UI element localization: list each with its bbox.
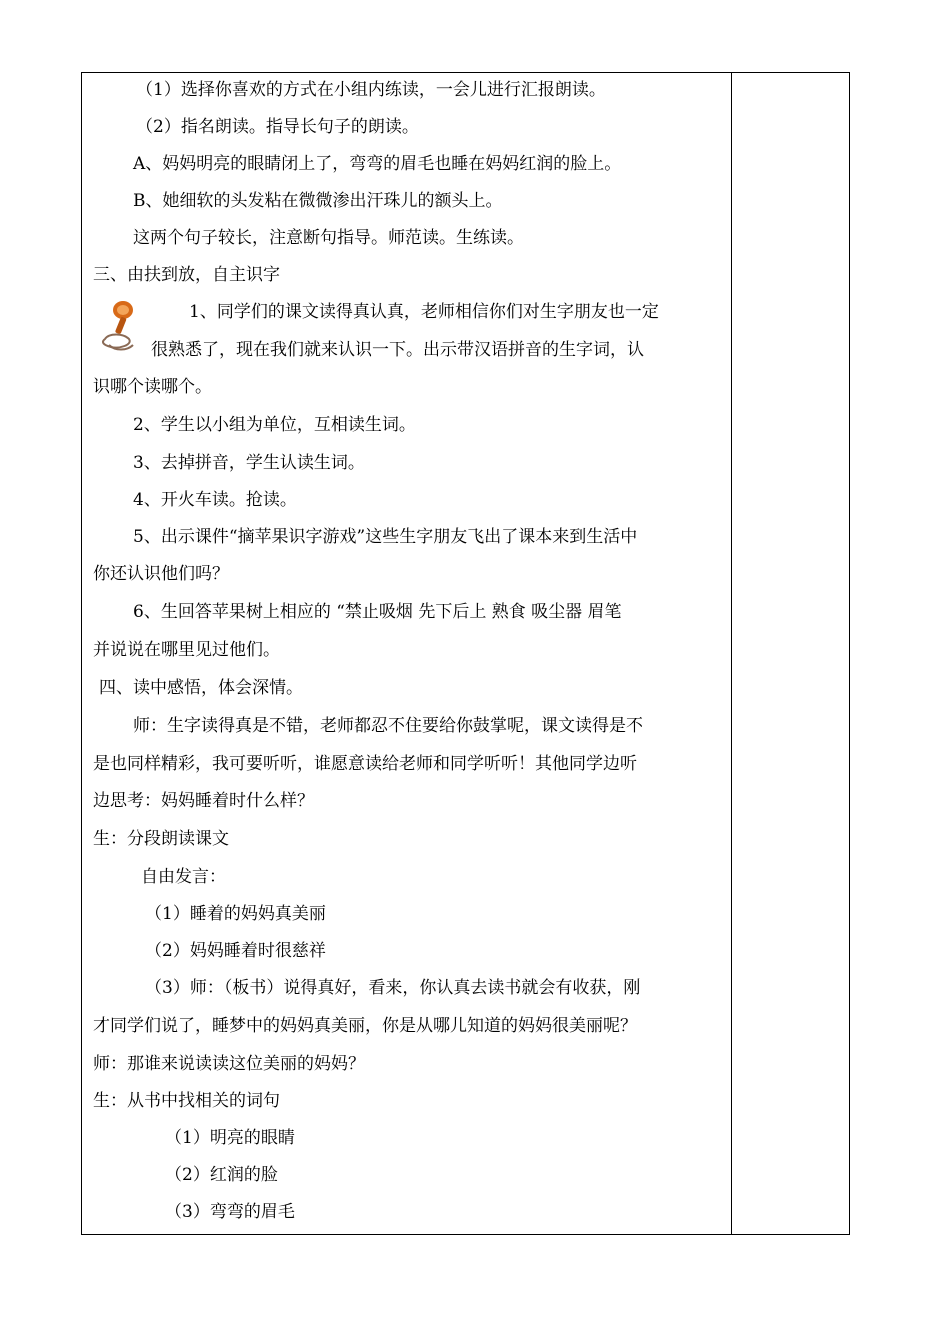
- text-line: 很熟悉了，现在我们就来认识一下。出示带汉语拼音的生字词，认: [151, 340, 644, 360]
- text-line: A、妈妈明亮的眼睛闭上了，弯弯的眉毛也睡在妈妈红润的脸上。: [133, 154, 622, 174]
- text-line: 才同学们说了，睡梦中的妈妈真美丽，你是从哪儿知道的妈妈很美丽呢？: [93, 1016, 637, 1036]
- text-line: 是也同样精彩，我可要听听，谁愿意读给老师和同学听听！其他同学边听: [93, 754, 637, 774]
- text-line: 师：那谁来说读读这位美丽的妈妈？: [93, 1054, 365, 1074]
- text-line: 识哪个读哪个。: [93, 377, 212, 397]
- text-line: 师：生字读得真是不错，老师都忍不住要给你鼓掌呢，课文读得是不: [133, 716, 643, 736]
- text-line: 这两个句子较长，注意断句指导。师范读。生练读。: [133, 228, 524, 248]
- text-line: B、她细软的头发粘在微微渗出汗珠儿的额头上。: [133, 191, 503, 211]
- lesson-table: [81, 72, 850, 1235]
- column-divider: [731, 73, 732, 1234]
- text-line: 自由发言：: [141, 867, 226, 887]
- text-line: （3）师：（板书）说得真好，看来，你认真去读书就会有收获，刚: [145, 978, 641, 998]
- text-line: （1）睡着的妈妈真美丽: [145, 904, 326, 924]
- text-line: 3、去掉拼音，学生认读生词。: [133, 453, 365, 473]
- text-line: 6、生回答苹果树上相应的 “禁止吸烟 先下后上 熟食 吸尘器 眉笔: [133, 602, 622, 622]
- section-heading: 四、读中感悟，体会深情。: [99, 678, 303, 698]
- text-line: 边思考：妈妈睡着时什么样？: [93, 791, 314, 811]
- text-line: 并说说在哪里见过他们。: [93, 640, 280, 660]
- text-line: 4、开火车读。抢读。: [133, 490, 297, 510]
- text-line: （2）红润的脸: [165, 1165, 278, 1185]
- text-line: 你还认识他们吗？: [93, 564, 229, 584]
- text-line: （2）指名朗读。指导长句子的朗读。: [136, 117, 419, 137]
- text-line: （1）明亮的眼睛: [165, 1128, 295, 1148]
- text-line: （3）弯弯的眉毛: [165, 1202, 295, 1222]
- text-line: （1）选择你喜欢的方式在小组内练读，一会儿进行汇报朗读。: [136, 80, 606, 100]
- microphone-icon: [97, 299, 141, 355]
- text-line: （2）妈妈睡着时很慈祥: [145, 941, 326, 961]
- text-line: 生：从书中找相关的词句: [93, 1091, 280, 1111]
- text-line: 生：分段朗读课文: [93, 829, 229, 849]
- text-line: 2、学生以小组为单位，互相读生词。: [133, 415, 416, 435]
- section-heading: 三、由扶到放，自主识字: [93, 265, 280, 285]
- text-line: 5、出示课件“摘苹果识字游戏”这些生字朋友飞出了课本来到生活中: [133, 527, 638, 547]
- text-line: 1、同学们的课文读得真认真，老师相信你们对生字朋友也一定: [189, 302, 659, 322]
